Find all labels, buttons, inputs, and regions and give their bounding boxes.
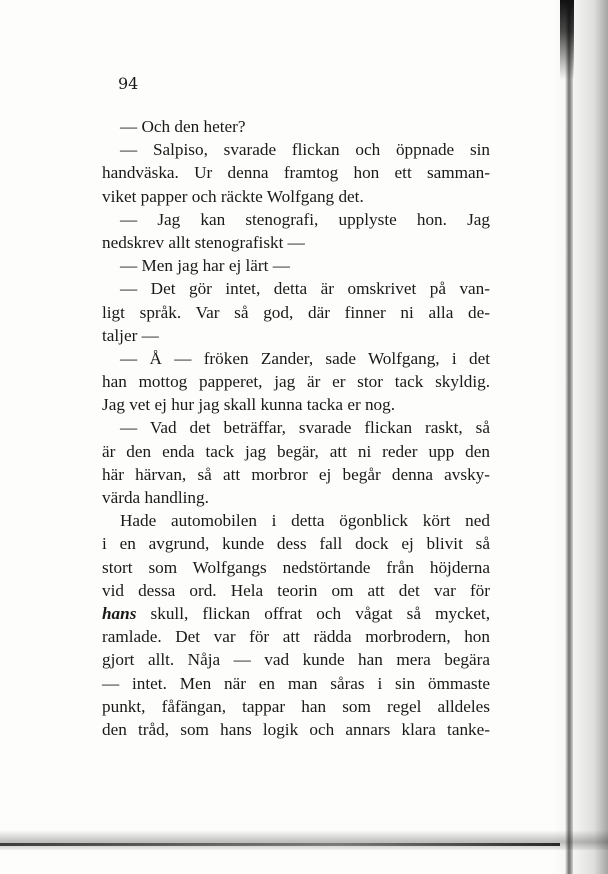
body-text [102, 115, 490, 741]
text-line: i en avgrund, kunde dess fall dock ej blivit så [102, 534, 490, 554]
text-line: ramlade. Det var för att rädda morbrodern, hon [102, 627, 490, 647]
page-number: 94 [118, 74, 139, 93]
text-line: är den enda tack jag begär, att ni reder upp den [102, 441, 490, 461]
text-line: — Vad det beträffar, svarade flickan raskt, så [120, 418, 490, 438]
text-line: taljer — [102, 325, 159, 345]
binding-crease [565, 0, 573, 874]
binding-top-shadow [560, 0, 574, 80]
text-line: stort som Wolfgangs nedstörtande från höjderna [102, 557, 490, 577]
text-line [102, 602, 490, 625]
text-line: här härvan, så att morbror ej begår denna avsky- [102, 464, 490, 484]
text-line: — Det gör intet, detta är omskrivet på van- [120, 279, 490, 299]
text-line: nedskrev allt stenografiskt — [102, 232, 305, 252]
text-line: — Men jag har ej lärt — [120, 256, 290, 276]
text-line-content: skull, flickan offrat och vågat så mycket, [136, 603, 490, 623]
text-line: — Salpiso, svarade flickan och öppnade sin [120, 140, 490, 160]
text-line: viket papper och räckte Wolfgang det. [102, 186, 364, 206]
text-line: värda handling. [102, 488, 209, 507]
text-line: Hade automobilen i detta ögonblick kört ned [120, 511, 490, 531]
text-line: — intet. Men när en man såras i sin ömmaste [102, 673, 490, 693]
text-line: — Jag kan stenografi, upplyste hon. Jag [120, 209, 490, 229]
text-line: punkt, fåfängan, tappar han som regel alldeles [102, 696, 490, 716]
bottom-edge-shadow [0, 830, 608, 850]
binding-shadow [552, 0, 608, 874]
bottom-edge-line [0, 843, 560, 846]
text-line: handväska. Ur denna framtog hon ett samman- [102, 163, 490, 183]
text-line: — Å — fröken Zander, sade Wolfgang, i det [120, 348, 490, 368]
text-line: den tråd, som hans logik och annars klara tanke- [102, 719, 490, 739]
text-line: han mottog papperet, jag är er stor tack skyldig. [102, 372, 490, 392]
emphasized-word: hans [102, 603, 137, 623]
text-line: ligt språk. Var så god, där finner ni alla de- [102, 302, 490, 322]
text-line: Jag vet ej hur jag skall kunna tacka er nog. [102, 395, 396, 415]
text-line: — Och den heter? [120, 117, 246, 136]
text-line: gjort allt. Nåja — vad kunde han mera begära [102, 650, 490, 670]
text-line: vid dessa ord. Hela teorin om att det var för [102, 580, 490, 600]
